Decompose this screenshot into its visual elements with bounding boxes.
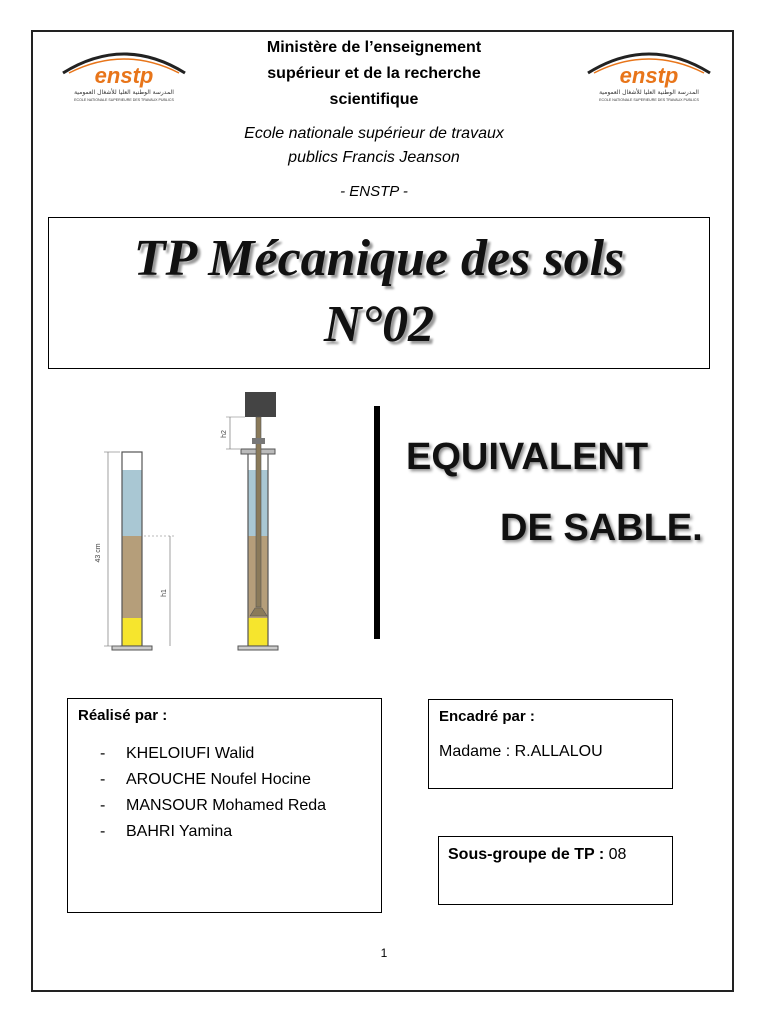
left-cylinder bbox=[95, 452, 176, 650]
logo-subtext: ECOLE NATIONALE SUPERIEURE DES TRAVAUX PUBLICS bbox=[599, 98, 699, 102]
encadre-title: Encadré par : bbox=[439, 708, 535, 725]
h1-label: h1 bbox=[161, 589, 168, 597]
member-name: AROUCHE Noufel Hocine bbox=[126, 771, 311, 788]
list-item: - BAHRI Yamina bbox=[100, 823, 233, 840]
logo-arabic: المدرسة الوطنية العليا للأشغال العمومية bbox=[74, 89, 174, 96]
ministry-heading bbox=[200, 35, 548, 113]
piston-rod bbox=[256, 417, 261, 607]
h2-label: h2 bbox=[221, 430, 228, 438]
piston-weight bbox=[245, 392, 276, 417]
sousgroupe-value: 08 bbox=[608, 846, 627, 863]
realise-title: Réalisé par : bbox=[78, 707, 168, 724]
ministry-line-1: Ministère de l’enseignement bbox=[266, 39, 482, 56]
right-cylinder bbox=[221, 392, 278, 650]
title-line-1: TP Mécanique des sols bbox=[133, 230, 625, 287]
sand-equivalent-figure bbox=[90, 388, 290, 653]
height-label: 43 cm bbox=[95, 543, 102, 563]
logo-subtext: ECOLE NATIONALE SUPERIEURE DES TRAVAUX PUBLICS bbox=[74, 98, 174, 102]
school-name bbox=[150, 122, 598, 170]
realise-box bbox=[67, 698, 382, 913]
encadre-box bbox=[428, 699, 673, 789]
subject-line-1: EQUIVALENT bbox=[406, 436, 649, 478]
page-number: 1 bbox=[380, 946, 388, 960]
sousgroupe-box bbox=[438, 836, 673, 905]
member-name: BAHRI Yamina bbox=[126, 823, 233, 840]
school-line-2: publics Francis Jeanson bbox=[288, 149, 460, 166]
member-list bbox=[100, 741, 326, 845]
ministry-line-3: scientifique bbox=[329, 91, 419, 108]
member-name: MANSOUR Mohamed Reda bbox=[126, 797, 327, 814]
title-box bbox=[48, 217, 710, 369]
logo-text: enstp bbox=[619, 63, 679, 88]
school-acronym: - ENSTP - bbox=[340, 183, 408, 200]
list-item: - MANSOUR Mohamed Reda bbox=[100, 797, 327, 814]
list-item: - KHELOIUFI Walid bbox=[100, 745, 255, 762]
right-sand bbox=[248, 618, 268, 646]
title-line-2: N°02 bbox=[323, 296, 435, 353]
enstp-logo-right bbox=[580, 43, 718, 103]
logo-text: enstp bbox=[94, 63, 154, 88]
sousgroupe-label: Sous-groupe de TP : bbox=[448, 846, 605, 863]
school-line-1: Ecole nationale supérieur de travaux bbox=[244, 125, 504, 142]
ministry-line-2: supérieur et de la recherche bbox=[267, 65, 481, 82]
logo-arabic: المدرسة الوطنية العليا للأشغال العمومية bbox=[599, 89, 699, 96]
enstp-logo-left bbox=[55, 43, 193, 103]
member-name: KHELOIUFI Walid bbox=[126, 745, 255, 762]
list-item: - AROUCHE Noufel Hocine bbox=[100, 771, 311, 788]
left-sand-mix bbox=[122, 536, 142, 618]
supervisor-name: Madame : R.ALLALOU bbox=[439, 743, 603, 760]
vertical-divider bbox=[374, 406, 380, 639]
subject-line-2: DE SABLE. bbox=[500, 507, 703, 549]
sousgroupe-line bbox=[448, 846, 626, 864]
left-sand bbox=[122, 618, 142, 646]
